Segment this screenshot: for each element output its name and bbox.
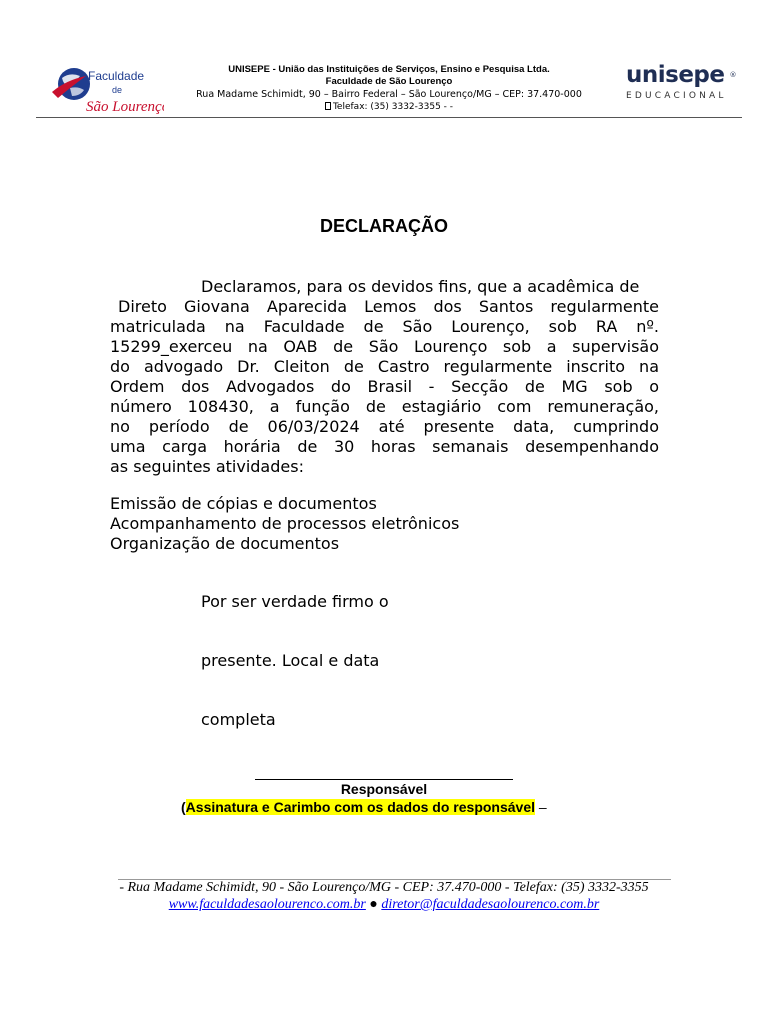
globe-logo-icon <box>46 62 164 118</box>
bullet-separator: ● <box>369 897 378 912</box>
paragraph-line: Direto Giovana Aparecida Lemos dos Santos regularmente <box>118 297 659 316</box>
closing-line: presente. Local e data <box>201 651 380 670</box>
activities-list <box>110 494 459 554</box>
website-link[interactable]: www.faculdadesaolourenco.com.br <box>168 897 366 912</box>
signature-note: (Assinatura e Carimbo com os dados do responsável – <box>181 799 547 815</box>
unisepe-subtitle: EDUCACIONAL <box>626 91 727 101</box>
document-title: DECLARAÇÃO <box>320 216 448 236</box>
paragraph-line: do advogado Dr. Cleiton de Castro regularmente inscrito na <box>110 357 659 376</box>
paragraph-line: Ordem dos Advogados do Brasil - Secção de MG sob o <box>110 377 659 396</box>
paragraph-line: número 108430, a função de estagiário com remuneração, <box>110 397 659 416</box>
closing-line: Por ser verdade firmo o <box>201 592 389 611</box>
email-link[interactable]: diretor@faculdadesaolourenco.com.br <box>381 897 600 912</box>
svg-text:São Lourenço: São Lourenço <box>86 99 164 115</box>
activity-item: Emissão de cópias e documentos <box>110 494 377 513</box>
signature-line <box>255 779 513 780</box>
faculdade-logo <box>46 62 164 118</box>
paragraph-line: matriculada na Faculdade de São Lourenço, sob RA nº. <box>110 317 659 336</box>
activity-item: Organização de documentos <box>110 534 340 553</box>
institution-header <box>170 64 608 113</box>
svg-text:de: de <box>112 85 123 95</box>
paragraph-line: no período de 06/03/2024 até presente data, cumprindo <box>110 417 659 436</box>
declaration-paragraph <box>110 277 659 477</box>
footer-address: - Rua Madame Schimidt, 90 - São Lourenço/MG - CEP: 37.470-000 - Telefax: (35) 3332-3355 <box>119 880 649 895</box>
unisepe-logo <box>626 62 738 104</box>
institution-phone: Telefax: (35) 3332-3355 - - <box>170 101 608 113</box>
footer-contacts <box>0 897 768 913</box>
unisepe-brand: unisepe ® <box>626 62 736 88</box>
signature-name: Responsável <box>340 781 428 797</box>
paragraph-line: 15299_exerceu na OAB de São Lourenço sob a supervisão <box>110 337 659 356</box>
svg-text:Faculdade: Faculdade <box>88 69 145 83</box>
faculty-name: Faculdade de São Lourenço <box>325 76 453 87</box>
activity-item: Acompanhamento de processos eletrônicos <box>110 514 460 533</box>
header-divider <box>36 117 742 118</box>
paragraph-line: as seguintes atividades: <box>110 457 304 476</box>
closing-line: completa <box>201 710 276 729</box>
phone-icon <box>325 102 331 110</box>
paragraph-line: Declaramos, para os devidos fins, que a acadêmica de <box>201 277 640 296</box>
institution-name: UNISEPE - União das Instituições de Serviços, Ensino e Pesquisa Ltda. <box>228 64 550 75</box>
institution-address: Rua Madame Schimidt, 90 – Bairro Federal – São Lourenço/MG – CEP: 37.470-000 <box>196 89 582 100</box>
paragraph-line: uma carga horária de 30 horas semanais desempenhando <box>110 437 659 456</box>
